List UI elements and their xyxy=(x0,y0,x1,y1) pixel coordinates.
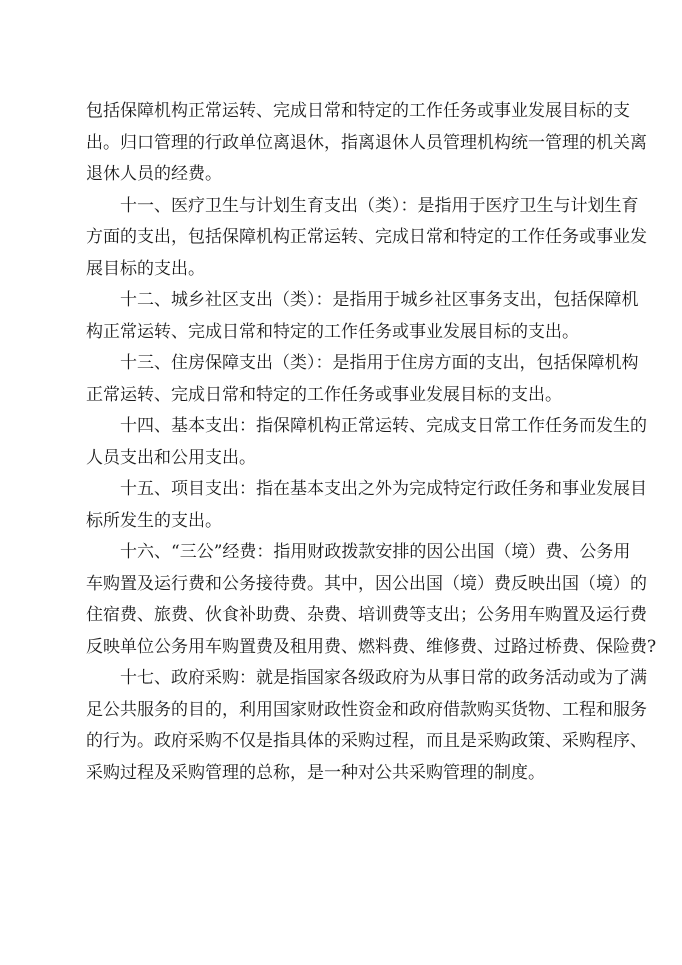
document-body xyxy=(86,96,657,789)
text-line: 包括保障机构正常运转、完成日常和特定的工作任务或事业发展目标的支 xyxy=(86,101,630,121)
text-line: 人员支出和公用支出。 xyxy=(86,447,256,468)
text-line: 十七、政府采购：就是指国家各级政府为从事日常的政务活动或为了满 xyxy=(120,668,647,688)
text-line: 正常运转、完成日常和特定的工作任务或事业发展目标的支出。 xyxy=(86,384,562,405)
text-line: 十一、医疗卫生与计划生育支出（类）：是指用于医疗卫生与计划生育 xyxy=(120,195,639,216)
text-line: 退休人员的经费。 xyxy=(86,164,222,184)
text-line: 采购过程及采购管理的总称，是一种对公共采购管理的制度。 xyxy=(86,762,545,783)
text-line: 标所发生的支出。 xyxy=(86,510,222,531)
text-line: 十三、住房保障支出（类）：是指用于住房方面的支出，包括保障机构 xyxy=(120,353,639,373)
text-line: 展目标的支出。 xyxy=(86,258,205,279)
text-line: 十四、基本支出：指保障机构正常运转、完成支日常工作任务而发生的 xyxy=(120,416,647,436)
text-line: 构正常运转、完成日常和特定的工作任务或事业发展目标的支出。 xyxy=(86,321,579,342)
text-line: 方面的支出，包括保障机构正常运转、完成日常和特定的工作任务或事业发 xyxy=(86,227,647,247)
text-line: 足公共服务的目的，利用国家财政性资金和政府借款购买货物、工程和服务 xyxy=(86,699,647,720)
text-line: 的行为。政府采购不仅是指具体的采购过程，而且是采购政策、采购程序、 xyxy=(86,731,647,751)
text-line: 十六、“三公”经费：指用财政拨款安排的因公出国（境）费、公务用 xyxy=(120,542,631,562)
text-line: 车购置及运行费和公务接待费。其中，因公出国（境）费反映出国（境）的 xyxy=(86,573,647,594)
text-line: 反映单位公务用车购置费及租用费、燃料费、维修费、过路过桥费、保险费? xyxy=(86,636,657,657)
text-line: 出。归口管理的行政单位离退休，指离退休人员管理机构统一管理的机关离 xyxy=(86,132,647,153)
text-line: 十五、项目支出：指在基本支出之外为完成特定行政任务和事业发展目 xyxy=(120,479,647,499)
text-line: 住宿费、旅费、伙食补助费、杂费、培训费等支出；公务用车购置及运行费 xyxy=(86,605,647,625)
text-line: 十二、城乡社区支出（类）：是指用于城乡社区事务支出，包括保障机 xyxy=(120,290,639,310)
